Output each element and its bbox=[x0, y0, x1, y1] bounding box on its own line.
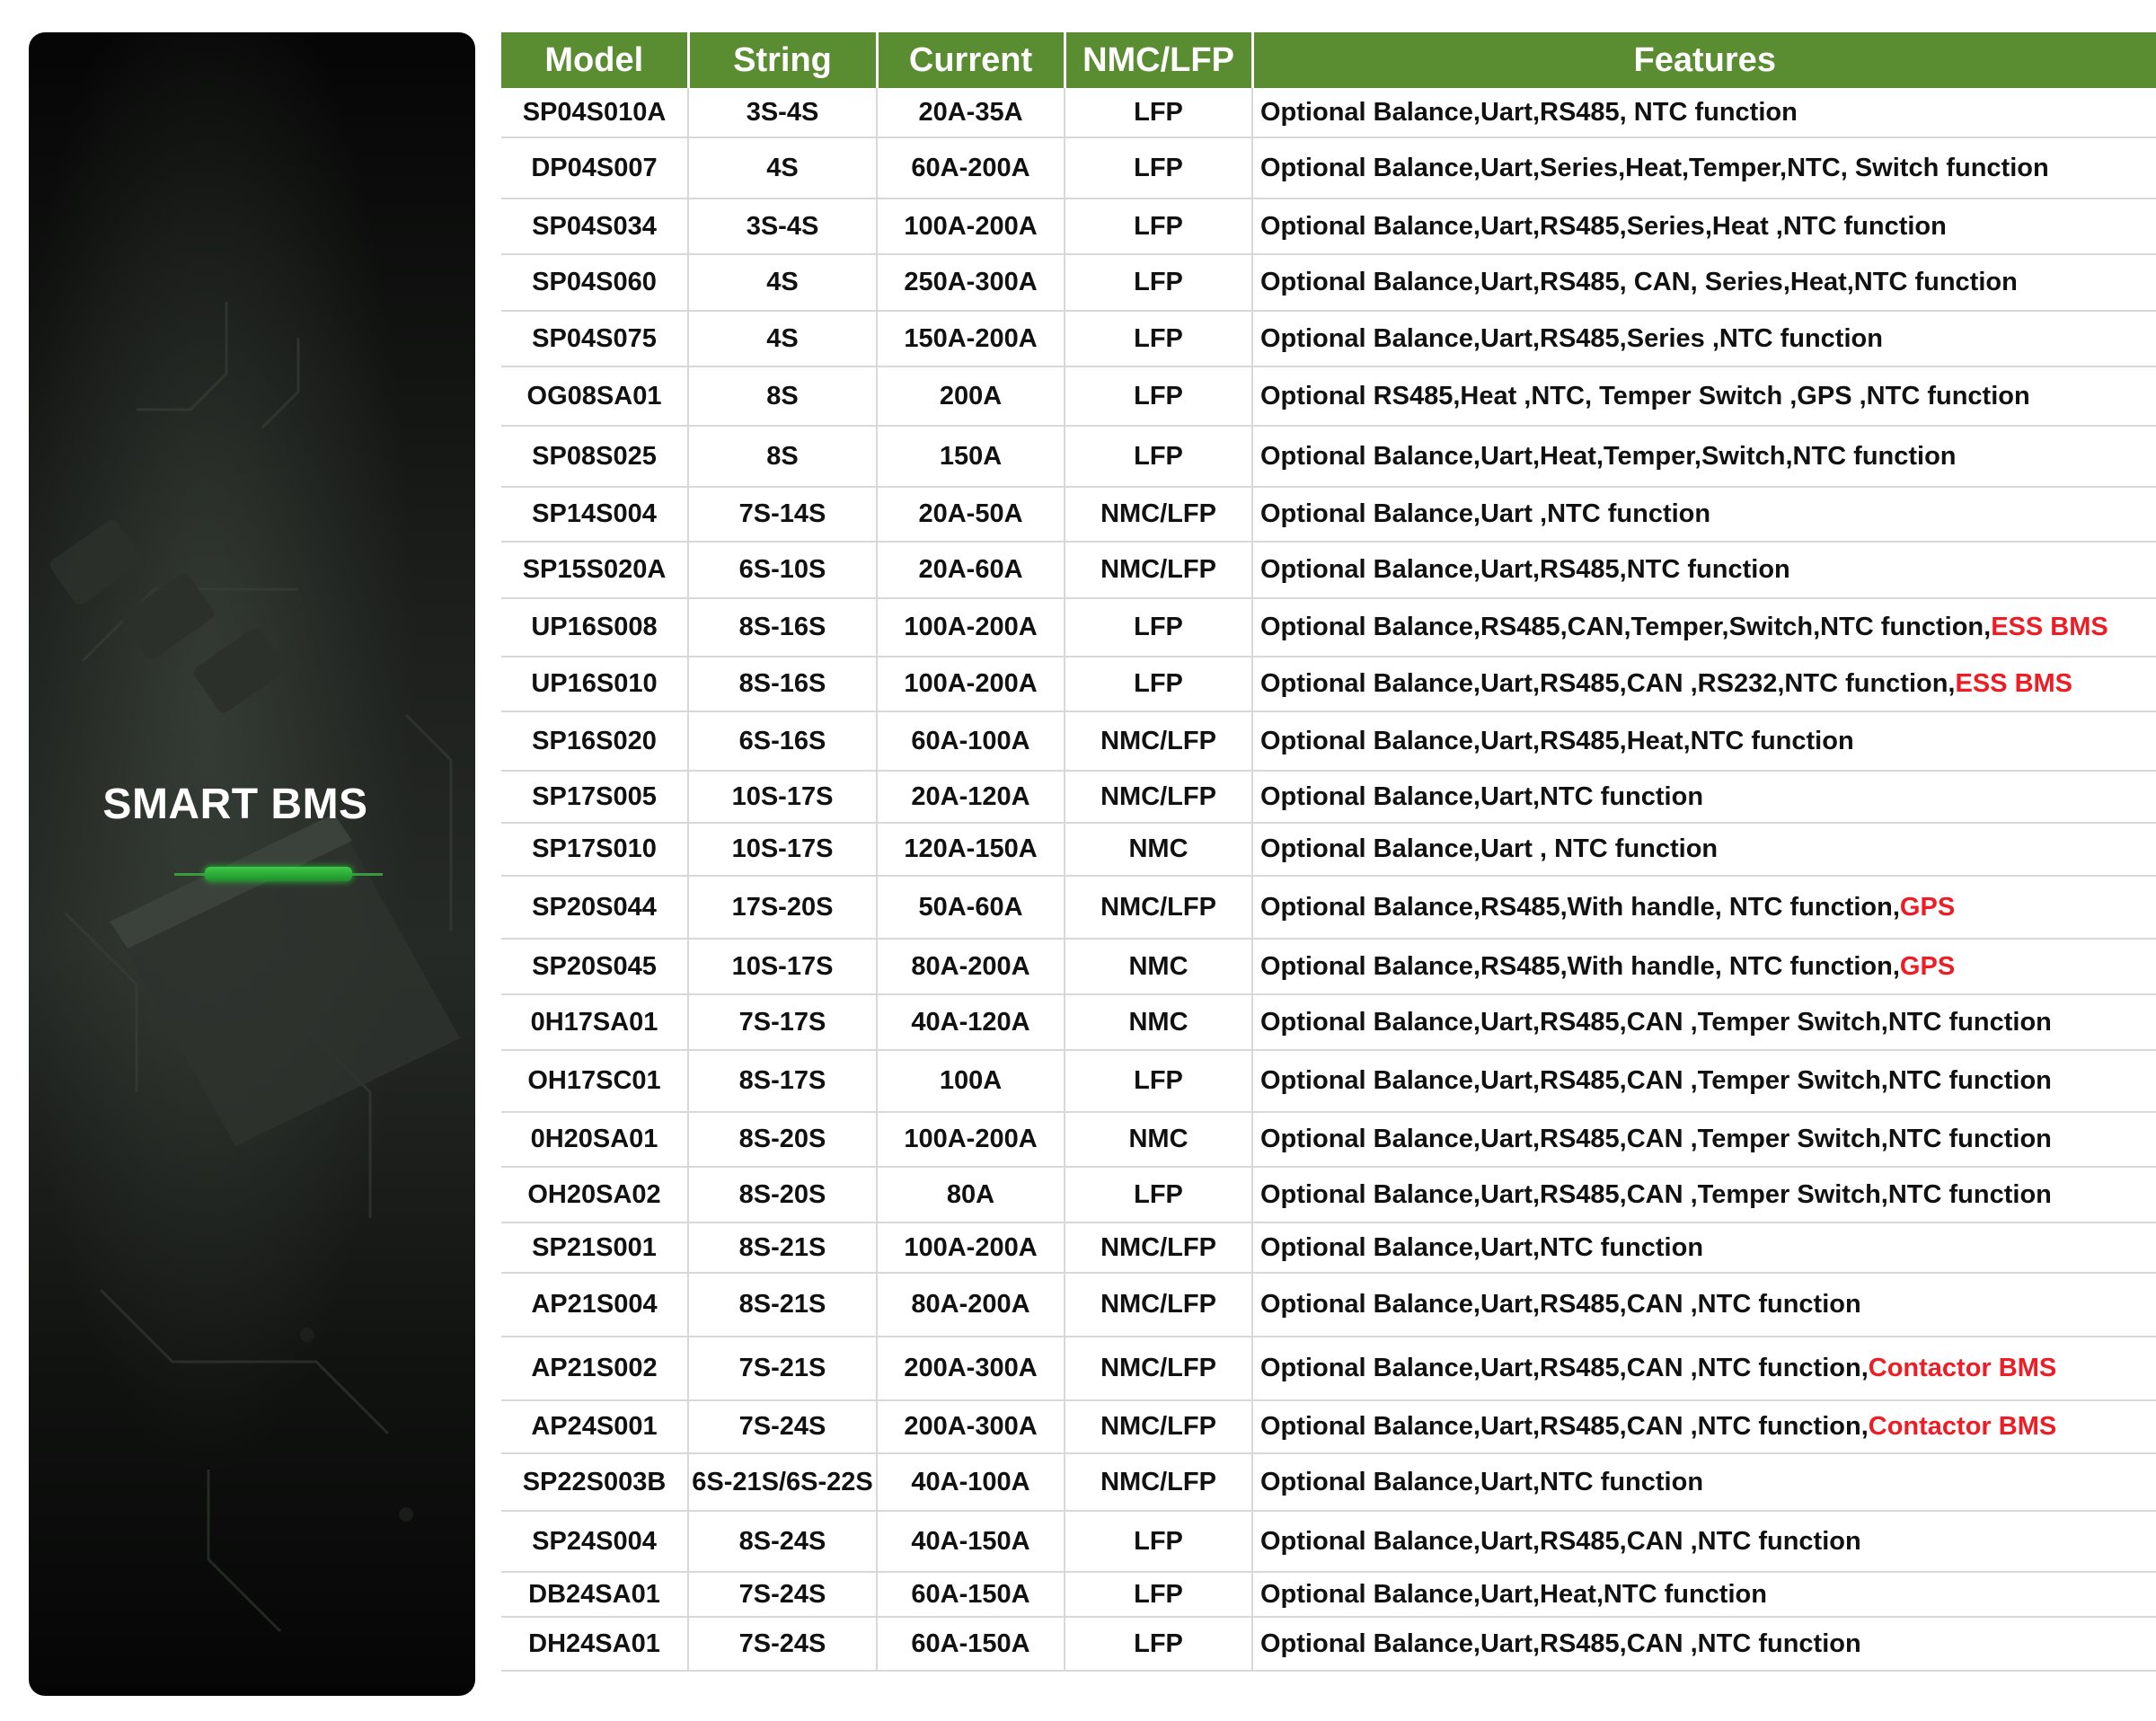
table-row bbox=[501, 1453, 2156, 1511]
features-cell bbox=[1252, 771, 2156, 823]
string-cell: 8S bbox=[688, 366, 877, 426]
features-text: Optional Balance,Uart,NTC function bbox=[1260, 1467, 1704, 1496]
table-row bbox=[501, 1617, 2156, 1671]
string-cell: 4S bbox=[688, 311, 877, 366]
string-cell: 6S-16S bbox=[688, 711, 877, 771]
features-cell bbox=[1252, 711, 2156, 771]
features-text: Optional Balance,RS485,With handle, NTC function, bbox=[1260, 892, 1900, 922]
string-cell: 8S-16S bbox=[688, 657, 877, 711]
current-cell: 20A-50A bbox=[877, 487, 1065, 542]
column-header-string: String bbox=[688, 32, 877, 88]
model-cell: 0H17SA01 bbox=[501, 994, 688, 1050]
circuit-board-background bbox=[29, 32, 475, 1696]
features-text: Optional Balance,Uart,RS485,Series,Heat ,NTC function bbox=[1260, 211, 1947, 241]
table-row bbox=[501, 542, 2156, 598]
chemistry-cell: LFP bbox=[1065, 137, 1252, 199]
string-cell: 4S bbox=[688, 137, 877, 199]
chemistry-cell: NMC/LFP bbox=[1065, 1453, 1252, 1511]
features-text: Optional Balance,Uart,RS485,CAN ,NTC function, bbox=[1260, 1412, 1869, 1441]
chemistry-cell: NMC bbox=[1065, 994, 1252, 1050]
current-cell: 40A-120A bbox=[877, 994, 1065, 1050]
table-row bbox=[501, 1337, 2156, 1400]
model-cell: SP04S060 bbox=[501, 254, 688, 311]
features-text: Optional Balance,Uart,Heat,NTC function bbox=[1260, 1579, 1767, 1609]
chemistry-cell: LFP bbox=[1065, 1167, 1252, 1222]
current-cell: 200A bbox=[877, 366, 1065, 426]
current-cell: 50A-60A bbox=[877, 876, 1065, 939]
current-cell: 40A-150A bbox=[877, 1511, 1065, 1572]
chemistry-cell: NMC/LFP bbox=[1065, 487, 1252, 542]
chemistry-cell: NMC/LFP bbox=[1065, 542, 1252, 598]
chemistry-cell: LFP bbox=[1065, 1050, 1252, 1112]
features-text: Optional Balance,Uart,RS485,CAN ,Temper Switch,NTC function bbox=[1260, 1066, 2052, 1095]
model-cell: SP16S020 bbox=[501, 711, 688, 771]
string-cell: 8S-20S bbox=[688, 1112, 877, 1167]
table-row bbox=[501, 1572, 2156, 1617]
features-cell bbox=[1252, 657, 2156, 711]
features-text: Optional Balance,Uart,RS485,CAN ,RS232,NTC function, bbox=[1260, 669, 1956, 698]
features-text: Optional Balance,Uart,Series,Heat,Temper,NTC, Switch function bbox=[1260, 153, 2049, 182]
model-cell: UP16S010 bbox=[501, 657, 688, 711]
model-cell: SP08S025 bbox=[501, 426, 688, 487]
current-cell: 20A-120A bbox=[877, 771, 1065, 823]
features-cell bbox=[1252, 487, 2156, 542]
features-cell bbox=[1252, 1400, 2156, 1453]
chemistry-cell: NMC/LFP bbox=[1065, 1400, 1252, 1453]
features-text: Optional Balance,Uart,NTC function bbox=[1260, 1232, 1704, 1262]
features-text: Optional Balance,Uart,RS485,CAN ,NTC function bbox=[1260, 1628, 1861, 1658]
current-cell: 60A-150A bbox=[877, 1617, 1065, 1671]
features-cell bbox=[1252, 1511, 2156, 1572]
current-cell: 60A-100A bbox=[877, 711, 1065, 771]
table-row bbox=[501, 254, 2156, 311]
side-banner bbox=[29, 32, 475, 1696]
feature-highlight-tag: Contactor BMS bbox=[1868, 1412, 2057, 1441]
current-cell: 150A bbox=[877, 426, 1065, 487]
column-header-current: Current bbox=[877, 32, 1065, 88]
model-cell: OH20SA02 bbox=[501, 1167, 688, 1222]
feature-highlight-tag: ESS BMS bbox=[1955, 669, 2073, 698]
features-cell bbox=[1252, 254, 2156, 311]
string-cell: 7S-17S bbox=[688, 994, 877, 1050]
current-cell: 20A-35A bbox=[877, 88, 1065, 137]
feature-highlight-tag: GPS bbox=[1899, 951, 1956, 981]
model-cell: AP24S001 bbox=[501, 1400, 688, 1453]
string-cell: 8S bbox=[688, 426, 877, 487]
table-row bbox=[501, 199, 2156, 254]
table-row bbox=[501, 311, 2156, 366]
chemistry-cell: LFP bbox=[1065, 254, 1252, 311]
model-cell: AP21S002 bbox=[501, 1337, 688, 1400]
title-underline-accent bbox=[174, 867, 383, 881]
bms-spec-table bbox=[501, 32, 2156, 1672]
features-text: Optional Balance,Uart,RS485,CAN ,NTC function bbox=[1260, 1526, 1861, 1556]
table-row bbox=[501, 1400, 2156, 1453]
model-cell: SP20S045 bbox=[501, 939, 688, 994]
table-row bbox=[501, 426, 2156, 487]
chemistry-cell: LFP bbox=[1065, 426, 1252, 487]
column-header-chemistry: NMC/LFP bbox=[1065, 32, 1252, 88]
model-cell: DP04S007 bbox=[501, 137, 688, 199]
string-cell: 7S-21S bbox=[688, 1337, 877, 1400]
features-cell bbox=[1252, 88, 2156, 137]
string-cell: 6S-21S/6S-22S bbox=[688, 1453, 877, 1511]
features-text: Optional Balance,RS485,With handle, NTC function, bbox=[1260, 951, 1900, 981]
column-header-features: Features bbox=[1252, 32, 2156, 88]
string-cell: 17S-20S bbox=[688, 876, 877, 939]
chemistry-cell: LFP bbox=[1065, 657, 1252, 711]
model-cell: SP04S034 bbox=[501, 199, 688, 254]
table-row bbox=[501, 1511, 2156, 1572]
current-cell: 250A-300A bbox=[877, 254, 1065, 311]
string-cell: 8S-24S bbox=[688, 1511, 877, 1572]
table-row bbox=[501, 994, 2156, 1050]
features-cell bbox=[1252, 1167, 2156, 1222]
current-cell: 40A-100A bbox=[877, 1453, 1065, 1511]
current-cell: 60A-200A bbox=[877, 137, 1065, 199]
string-cell: 7S-24S bbox=[688, 1400, 877, 1453]
chemistry-cell: NMC/LFP bbox=[1065, 711, 1252, 771]
chemistry-cell: NMC/LFP bbox=[1065, 1273, 1252, 1337]
table-row bbox=[501, 1050, 2156, 1112]
current-cell: 120A-150A bbox=[877, 823, 1065, 876]
table-row bbox=[501, 939, 2156, 994]
current-cell: 60A-150A bbox=[877, 1572, 1065, 1617]
features-cell bbox=[1252, 366, 2156, 426]
table-row bbox=[501, 1222, 2156, 1273]
features-text: Optional Balance,Uart,NTC function bbox=[1260, 781, 1704, 811]
model-cell: SP17S005 bbox=[501, 771, 688, 823]
table-row bbox=[501, 487, 2156, 542]
model-cell: SP17S010 bbox=[501, 823, 688, 876]
table-header-row bbox=[501, 32, 2156, 88]
feature-highlight-tag: Contactor BMS bbox=[1868, 1354, 2057, 1382]
current-cell: 20A-60A bbox=[877, 542, 1065, 598]
table-row bbox=[501, 1167, 2156, 1222]
chemistry-cell: LFP bbox=[1065, 1617, 1252, 1671]
features-cell bbox=[1252, 1050, 2156, 1112]
feature-highlight-tag: GPS bbox=[1899, 892, 1956, 922]
features-text: Optional Balance,Uart,RS485,CAN ,NTC function, bbox=[1260, 1354, 1869, 1382]
features-cell bbox=[1252, 199, 2156, 254]
current-cell: 100A-200A bbox=[877, 657, 1065, 711]
model-cell: 0H20SA01 bbox=[501, 1112, 688, 1167]
current-cell: 80A-200A bbox=[877, 939, 1065, 994]
features-cell bbox=[1252, 823, 2156, 876]
chemistry-cell: LFP bbox=[1065, 1511, 1252, 1572]
features-cell bbox=[1252, 1453, 2156, 1511]
model-cell: OG08SA01 bbox=[501, 366, 688, 426]
current-cell: 100A-200A bbox=[877, 199, 1065, 254]
table-row bbox=[501, 137, 2156, 199]
model-cell: UP16S008 bbox=[501, 598, 688, 657]
string-cell: 4S bbox=[688, 254, 877, 311]
features-text: Optional Balance,Uart,RS485, CAN, Series,Heat,NTC function bbox=[1260, 268, 2018, 296]
chemistry-cell: LFP bbox=[1065, 1572, 1252, 1617]
model-cell: DH24SA01 bbox=[501, 1617, 688, 1671]
string-cell: 8S-16S bbox=[688, 598, 877, 657]
current-cell: 200A-300A bbox=[877, 1400, 1065, 1453]
table-row bbox=[501, 1112, 2156, 1167]
current-cell: 100A-200A bbox=[877, 598, 1065, 657]
model-cell: SP04S075 bbox=[501, 311, 688, 366]
features-text: Optional RS485,Heat ,NTC, Temper Switch ,GPS ,NTC function bbox=[1260, 381, 2030, 410]
features-cell bbox=[1252, 1337, 2156, 1400]
features-cell bbox=[1252, 1112, 2156, 1167]
features-cell bbox=[1252, 311, 2156, 366]
chemistry-cell: LFP bbox=[1065, 598, 1252, 657]
table-row bbox=[501, 88, 2156, 137]
side-title: SMART BMS bbox=[102, 781, 368, 828]
chemistry-cell: LFP bbox=[1065, 311, 1252, 366]
features-text: Optional Balance,Uart ,NTC function bbox=[1260, 499, 1711, 528]
features-cell bbox=[1252, 1222, 2156, 1273]
string-cell: 8S-21S bbox=[688, 1273, 877, 1337]
model-cell: SP04S010A bbox=[501, 88, 688, 137]
chemistry-cell: LFP bbox=[1065, 88, 1252, 137]
chemistry-cell: NMC bbox=[1065, 939, 1252, 994]
chemistry-cell: NMC/LFP bbox=[1065, 1222, 1252, 1273]
string-cell: 7S-14S bbox=[688, 487, 877, 542]
chemistry-cell: NMC bbox=[1065, 1112, 1252, 1167]
chemistry-cell: LFP bbox=[1065, 199, 1252, 254]
current-cell: 100A-200A bbox=[877, 1222, 1065, 1273]
string-cell: 7S-24S bbox=[688, 1572, 877, 1617]
features-cell bbox=[1252, 1617, 2156, 1671]
current-cell: 200A-300A bbox=[877, 1337, 1065, 1400]
model-cell: SP14S004 bbox=[501, 487, 688, 542]
string-cell: 10S-17S bbox=[688, 771, 877, 823]
features-cell bbox=[1252, 1572, 2156, 1617]
chemistry-cell: NMC/LFP bbox=[1065, 771, 1252, 823]
current-cell: 100A bbox=[877, 1050, 1065, 1112]
table-row bbox=[501, 876, 2156, 939]
chemistry-cell: NMC/LFP bbox=[1065, 1337, 1252, 1400]
features-text: Optional Balance,Uart,RS485,CAN ,NTC function bbox=[1260, 1290, 1861, 1319]
current-cell: 80A bbox=[877, 1167, 1065, 1222]
current-cell: 80A-200A bbox=[877, 1273, 1065, 1337]
features-cell bbox=[1252, 939, 2156, 994]
features-text: Optional Balance,Uart,RS485, NTC function bbox=[1260, 97, 1798, 127]
string-cell: 7S-24S bbox=[688, 1617, 877, 1671]
features-cell bbox=[1252, 1273, 2156, 1337]
features-cell bbox=[1252, 994, 2156, 1050]
features-cell bbox=[1252, 426, 2156, 487]
table-row bbox=[501, 711, 2156, 771]
features-text: Optional Balance,Uart,Heat,Temper,Switch,NTC function bbox=[1260, 441, 1957, 471]
chemistry-cell: LFP bbox=[1065, 366, 1252, 426]
model-cell: SP20S044 bbox=[501, 876, 688, 939]
features-cell bbox=[1252, 876, 2156, 939]
string-cell: 10S-17S bbox=[688, 939, 877, 994]
model-cell: DB24SA01 bbox=[501, 1572, 688, 1617]
features-cell bbox=[1252, 542, 2156, 598]
chemistry-cell: NMC bbox=[1065, 823, 1252, 876]
table-row bbox=[501, 823, 2156, 876]
model-cell: SP21S001 bbox=[501, 1222, 688, 1273]
chemistry-cell: NMC/LFP bbox=[1065, 876, 1252, 939]
table-row bbox=[501, 1273, 2156, 1337]
string-cell: 8S-21S bbox=[688, 1222, 877, 1273]
features-text: Optional Balance,Uart,RS485,NTC function bbox=[1260, 555, 1790, 584]
column-header-model: Model bbox=[501, 32, 688, 88]
features-text: Optional Balance,RS485,CAN,Temper,Switch,NTC function, bbox=[1260, 613, 1992, 641]
table-row bbox=[501, 366, 2156, 426]
table-row bbox=[501, 598, 2156, 657]
string-cell: 3S-4S bbox=[688, 199, 877, 254]
current-cell: 150A-200A bbox=[877, 311, 1065, 366]
features-cell bbox=[1252, 598, 2156, 657]
string-cell: 6S-10S bbox=[688, 542, 877, 598]
features-text: Optional Balance,Uart,RS485,CAN ,Temper Switch,NTC function bbox=[1260, 1125, 2052, 1153]
features-text: Optional Balance,Uart,RS485,CAN ,Temper Switch,NTC function bbox=[1260, 1007, 2052, 1037]
model-cell: AP21S004 bbox=[501, 1273, 688, 1337]
string-cell: 8S-17S bbox=[688, 1050, 877, 1112]
string-cell: 10S-17S bbox=[688, 823, 877, 876]
model-cell: SP22S003B bbox=[501, 1453, 688, 1511]
features-cell bbox=[1252, 137, 2156, 199]
model-cell: SP24S004 bbox=[501, 1511, 688, 1572]
string-cell: 3S-4S bbox=[688, 88, 877, 137]
table-row bbox=[501, 657, 2156, 711]
features-text: Optional Balance,Uart , NTC function bbox=[1260, 834, 1719, 863]
current-cell: 100A-200A bbox=[877, 1112, 1065, 1167]
features-text: Optional Balance,Uart,RS485,Series ,NTC function bbox=[1260, 323, 1883, 353]
features-text: Optional Balance,Uart,RS485,Heat,NTC function bbox=[1260, 726, 1854, 755]
table-row bbox=[501, 771, 2156, 823]
string-cell: 8S-20S bbox=[688, 1167, 877, 1222]
feature-highlight-tag: ESS BMS bbox=[1991, 613, 2108, 641]
model-cell: SP15S020A bbox=[501, 542, 688, 598]
features-text: Optional Balance,Uart,RS485,CAN ,Temper Switch,NTC function bbox=[1260, 1179, 2052, 1209]
model-cell: OH17SC01 bbox=[501, 1050, 688, 1112]
